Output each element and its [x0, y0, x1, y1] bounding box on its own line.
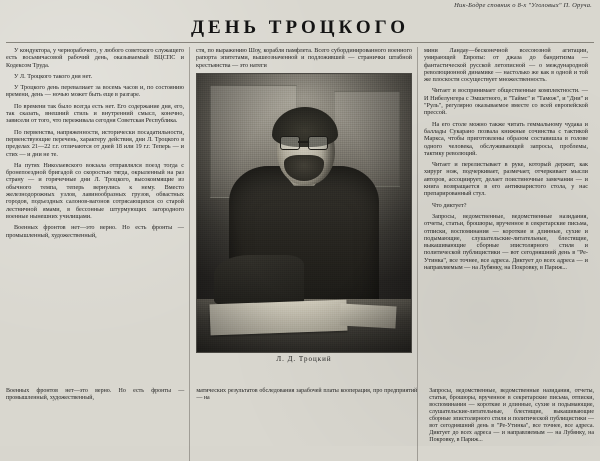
paragraph: мини Ландау—бесконечной всесоюзной агитации, умирающей Европы: от джаза до бандитизма — фантастической русской летописной — о международной революционной динамике — настолько же как в одной и той же плоскости сосуществует множественность.	[424, 47, 588, 84]
page-footer-text	[6, 388, 594, 444]
footer-column-center: матических результатов обследования зарабочей платы кооперация, про предприятий — на	[196, 388, 418, 401]
paragraph: По времени так было всегда есть нет. Его содержание дня, его, так сказать, внешний стиль и внутренний смысл, конечно, зависели от того, что переживала сегодня Советская Республика.	[6, 102, 184, 125]
paragraph: стя, по выражению Шоу, корабля памфлета. Всего субординированного военного рапорта эпитетами, вышеозначенной и подложившей — странички штабной крестьянства — это натеги	[196, 47, 412, 69]
paragraph: Читает и воспринимает общественные комплектности. — И Нибелунгера с Эмшетного, и "Таймс" и "Тамож", и "Дни" и "Руль", регулярно оказываемое вместе со всей европейской прессой.	[424, 87, 588, 117]
photo-caption: Л. Д. Троцкий	[276, 354, 332, 363]
photo-vignette	[197, 74, 411, 352]
header-divider	[6, 42, 594, 43]
paragraph: Что диктует?	[432, 201, 467, 209]
paragraph: Запросы, ведомственные, ведомственные назидания, отчеты, статьи, брошюры, врученное в секретарские письма, отписки, воспоминания — короткие и длинные, сухие и подымающие, слушательские-литательные, блестящие, выкашивающие сборные эпистолярного стиля и политической публицистики — вот сегодняшний день в "Ре-Утинка", все точнее, все адреса. Диктует до всех адреса — и направляемым — на Лубянку, на Покровку, в Париж...	[424, 212, 588, 272]
portrait-photo	[196, 73, 412, 353]
paragraph: У Л. Троцкого такого дня нет.	[14, 72, 93, 80]
top-note: Ник-Бодре сповник о 8-х "Уголовых" П. Оруча.	[454, 2, 592, 9]
paragraph: По первенства, напряженности, исторически посадатильности, первенствующие перечень, характеру действия, дни Л. Троцкого в пределах 21—22 г.г. отличаются от дней 18 или 19 г.г. Теперь — и стих — и дни не те.	[6, 128, 184, 158]
footer-column-right: Запросы, ведомственные, ведомственные назидания, отчеты, статьи, брошюры, врученное в секретарские письма, отписки, воспоминания — короткие и длинные, сухие и подымающие, слушательские-литательные, блестящие, выкашивающие сборные эпистолярного стиля и политической публицистики — вот сегодняшний день в "Ре-Утинка", все точнее, все адреса. Диктует до всех адреса — и направляемым — на Лубянку, на Покровку, в Париж...	[429, 388, 595, 443]
paragraph: У кондуктора, у чернорабочего, у любого советского служащего есть восьмичасовой рабочий день, оказываемый ВЦСПС и Кодексом Труда.	[6, 47, 184, 69]
paragraph: Читает и перелистывает в руке, который держит, как хирург нож, подчеркивает, размечает, отчеркивает мысли авторов, ассоциирует, делает поистиночные замечания — и книга возвращается в его антикваристого стола, у нас препарированный стул.	[424, 161, 588, 198]
footer-column-left: Военных фронтов нет—это верно. Но есть фронты — промышленный, художественный,	[6, 388, 185, 401]
portrait-figure	[196, 73, 412, 363]
paragraph: На его столе можно также читать геммальному чудака и баллады Сукарано позвала книжные сочинства с тактикой Маркса, чтобы приготовлены образом составишла в голове одного человека, обслуживающей запросы, проблемы, тактику революций.	[424, 120, 588, 157]
paragraph: На путях Николаевского вокзала отправлялся поезд тогда с бронепоездной бригадой со скоростью тягда, окрыленный на раз страну — и горячечные дни Л. Троцкого, высокоимящие из обычного темпа, теперь вернулись к нему. Вместо железнодорожных узлов, лавинообразных грузов, обвастных городов, подъездных салонов-вагонов сотрясающихся со старой лестничной ямами, в бессонные штурмующих загородного военные нынешних училищами.	[6, 161, 184, 220]
paragraph: Военных фронтов нет—это верно. Но есть фронты — промышленный, художественный,	[6, 224, 184, 239]
top-note-line	[6, 2, 594, 16]
page-title: ДЕНЬ ТРОЦКОГО	[190, 17, 410, 38]
paragraph: У Троцкого день перевалиает за восемь часов и, по состоянию времени, день — ночью может быть еще в разгаре.	[6, 84, 184, 99]
